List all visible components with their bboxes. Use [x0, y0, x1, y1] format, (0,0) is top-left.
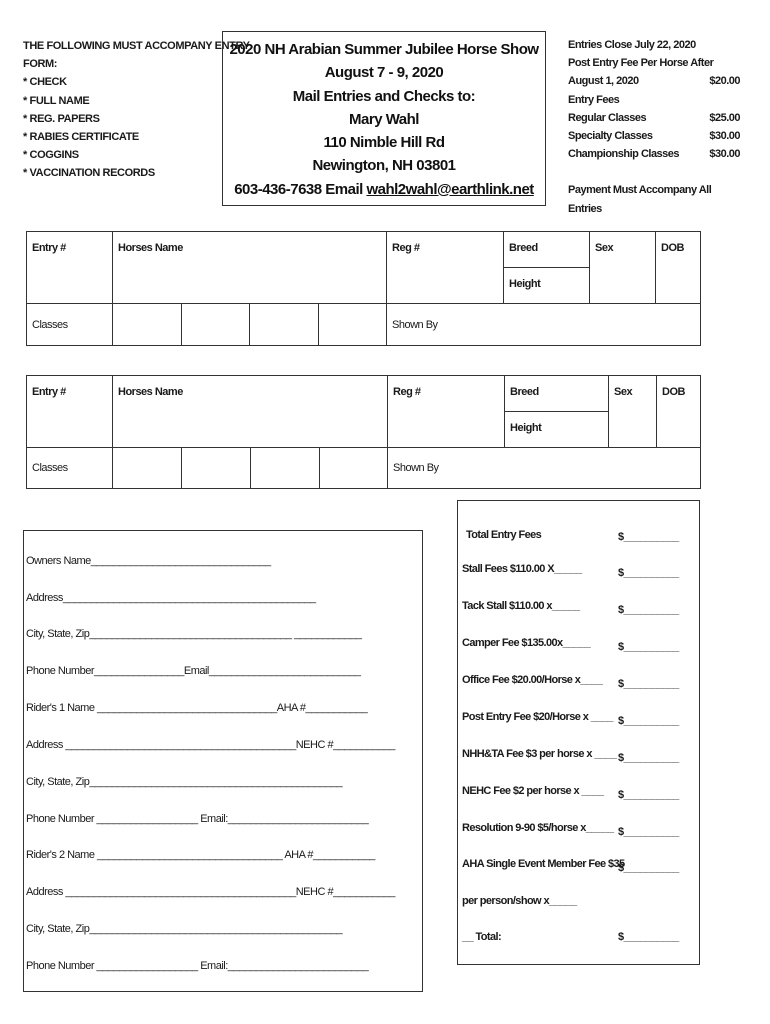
- requirement-item: * COGGINS: [23, 149, 79, 162]
- sex-cell[interactable]: Sex: [609, 376, 657, 448]
- fee-label: Specialty Classes: [568, 130, 653, 143]
- fee-summary-box: [457, 500, 700, 965]
- class-input[interactable]: [251, 448, 320, 489]
- rider2-name-field[interactable]: Rider's 2 Name _________________________________ AHA #___________: [26, 849, 375, 861]
- entry-fees-heading: Entry Fees: [568, 93, 620, 106]
- nhhta-fee-label[interactable]: NHH&TA Fee $3 per horse x ____: [462, 748, 617, 760]
- post-entry-date: August 1, 2020: [568, 75, 639, 88]
- height-cell[interactable]: Height: [505, 412, 609, 448]
- requirements-heading-cont: FORM:: [23, 58, 58, 71]
- class-input[interactable]: [113, 304, 182, 346]
- post-entry-row: [568, 72, 740, 90]
- requirement-item: * FULL NAME: [23, 94, 90, 107]
- email-link[interactable]: wahl2wahl@earthlink.net: [366, 180, 534, 198]
- mail-to-city: Newington, NH 03801: [312, 157, 456, 175]
- aha-single-event-blank[interactable]: $__________: [618, 862, 679, 874]
- total-entry-fees-blank[interactable]: $__________: [618, 531, 679, 543]
- entry-number-cell[interactable]: Entry #: [27, 376, 113, 448]
- requirement-item: * RABIES CERTIFICATE: [23, 131, 139, 144]
- rider1-phone-email-field[interactable]: Phone Number __________________ Email:_________________________: [26, 813, 369, 825]
- requirements-heading: THE FOLLOWING MUST ACCOMPANY ENTRY: [23, 40, 250, 52]
- office-fee-label[interactable]: Office Fee $20.00/Horse x____: [462, 674, 603, 686]
- fee-label: Regular Classes: [568, 111, 647, 124]
- requirements-list: [23, 37, 250, 183]
- show-title-box: [222, 31, 546, 206]
- class-input[interactable]: [182, 304, 250, 346]
- phone-label: 603-436-7638 Email: [234, 180, 367, 198]
- fee-row: [568, 127, 740, 145]
- owner-address-field[interactable]: Address_____________________________________________: [26, 592, 316, 604]
- rider2-phone-email-field[interactable]: Phone Number __________________ Email:_________________________: [26, 960, 369, 972]
- office-fee-blank[interactable]: $__________: [618, 678, 679, 690]
- class-input[interactable]: [182, 448, 251, 489]
- horse-name-cell[interactable]: Horses Name: [113, 232, 387, 304]
- aha-single-event-label: AHA Single Event Member Fee $35: [462, 858, 625, 870]
- class-input[interactable]: [250, 304, 319, 346]
- nehc-fee-blank[interactable]: $__________: [618, 789, 679, 801]
- mail-to-heading: Mail Entries and Checks to:: [292, 87, 476, 105]
- class-input[interactable]: [320, 448, 388, 489]
- horse-entry-table-1: [26, 231, 701, 346]
- post-entry-note: Post Entry Fee Per Horse After: [568, 57, 714, 70]
- rider2-city-field[interactable]: City, State, Zip_____________________________________________: [26, 923, 343, 935]
- fee-info: [568, 36, 740, 218]
- fee-row: [568, 109, 740, 127]
- stall-fees-blank[interactable]: $__________: [618, 567, 679, 579]
- rider1-address-field[interactable]: Address _________________________________________NEHC #___________: [26, 739, 395, 751]
- grand-total-label: __ Total:: [462, 931, 502, 943]
- owner-name-field[interactable]: Owners Name________________________________: [26, 555, 271, 567]
- show-dates: August 7 - 9, 2020: [324, 64, 444, 82]
- sex-cell[interactable]: Sex: [590, 232, 656, 304]
- reg-number-cell[interactable]: Reg #: [388, 376, 505, 448]
- fee-row: [568, 145, 740, 163]
- entry-number-cell[interactable]: Entry #: [27, 232, 113, 304]
- owner-phone-email-field[interactable]: Phone Number________________Email___________________________: [26, 665, 361, 677]
- grand-total-blank[interactable]: $__________: [618, 931, 679, 943]
- class-input[interactable]: [319, 304, 387, 346]
- nehc-fee-label[interactable]: NEHC Fee $2 per horse x ____: [462, 785, 604, 797]
- shown-by-cell[interactable]: Shown By: [388, 448, 701, 489]
- camper-fee-label[interactable]: Camper Fee $135.00x_____: [462, 637, 591, 649]
- rider2-address-field[interactable]: Address _________________________________________NEHC #___________: [26, 886, 395, 898]
- classes-label: Classes: [27, 448, 113, 489]
- post-entry-fee-blank[interactable]: $__________: [618, 715, 679, 727]
- fee-label: Championship Classes: [568, 148, 680, 161]
- tack-stall-blank[interactable]: $__________: [618, 604, 679, 616]
- resolution-fee-blank[interactable]: $__________: [618, 826, 679, 838]
- fee-amount: $30.00: [709, 130, 740, 143]
- rider1-city-field[interactable]: City, State, Zip_____________________________________________: [26, 776, 343, 788]
- owner-city-field[interactable]: City, State, Zip____________________________________ ____________: [26, 628, 362, 640]
- camper-fee-blank[interactable]: $__________: [618, 641, 679, 653]
- breed-cell[interactable]: Breed: [504, 232, 590, 268]
- post-entry-amount: $20.00: [709, 75, 740, 88]
- stall-fees-label[interactable]: Stall Fees $110.00 X_____: [462, 563, 582, 575]
- mail-to-name: Mary Wahl: [349, 110, 419, 128]
- horse-name-cell[interactable]: Horses Name: [113, 376, 388, 448]
- show-title: 2020 NH Arabian Summer Jubilee Horse Show: [229, 41, 539, 58]
- post-entry-fee-label[interactable]: Post Entry Fee $20/Horse x ____: [462, 711, 613, 723]
- fee-amount: $25.00: [709, 111, 740, 124]
- requirement-item: * REG. PAPERS: [23, 112, 100, 125]
- contact-line: [223, 178, 545, 201]
- mail-to-street: 110 Nimble Hill Rd: [323, 134, 445, 152]
- rider1-name-field[interactable]: Rider's 1 Name ________________________________AHA #___________: [26, 702, 368, 714]
- aha-per-person-label[interactable]: per person/show x_____: [462, 895, 577, 907]
- total-entry-fees-label: Total Entry Fees: [466, 529, 542, 541]
- tack-stall-label[interactable]: Tack Stall $110.00 x_____: [462, 600, 580, 612]
- nhhta-fee-blank[interactable]: $__________: [618, 752, 679, 764]
- fee-amount: $30.00: [709, 148, 740, 161]
- breed-cell[interactable]: Breed: [505, 376, 609, 412]
- height-cell[interactable]: Height: [504, 268, 590, 304]
- entries-close: Entries Close July 22, 2020: [568, 39, 696, 51]
- shown-by-cell[interactable]: Shown By: [387, 304, 701, 346]
- horse-entry-table-2: [26, 375, 701, 489]
- requirement-item: * VACCINATION RECORDS: [23, 167, 155, 180]
- classes-label: Classes: [27, 304, 113, 346]
- resolution-fee-label[interactable]: Resolution 9-90 $5/horse x_____: [462, 822, 614, 834]
- dob-cell[interactable]: DOB: [657, 376, 701, 448]
- owner-info-box: [23, 530, 423, 992]
- requirement-item: * CHECK: [23, 76, 67, 89]
- class-input[interactable]: [113, 448, 182, 489]
- reg-number-cell[interactable]: Reg #: [387, 232, 504, 304]
- payment-note: Payment Must Accompany All Entries: [568, 184, 712, 215]
- dob-cell[interactable]: DOB: [656, 232, 701, 304]
